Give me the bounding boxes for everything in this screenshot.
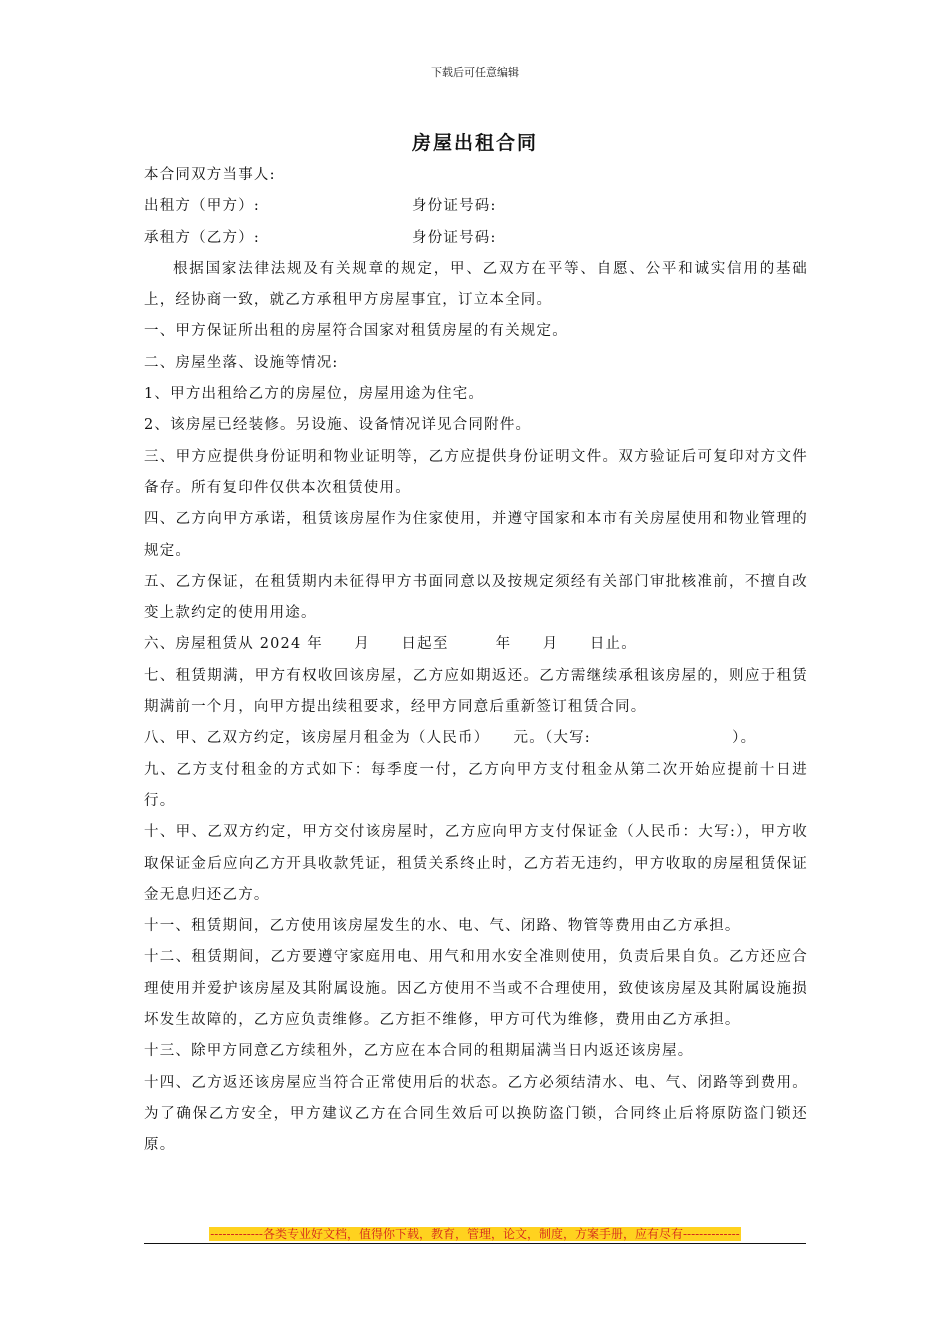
- footer-divider: [144, 1243, 806, 1244]
- clause-5: 五、乙方保证，在租赁期内未征得甲方书面同意以及按规定须经有关部门审批核准前，不擅自改变上款约定的使用用途。: [144, 573, 808, 622]
- clause-1: 一、甲方保证所出租的房屋符合国家对租赁房屋的有关规定。: [144, 323, 568, 340]
- clause-8: 八、甲、乙双方约定，该房屋月租金为（人民币） 元。（大写: ）。: [144, 730, 757, 747]
- clause-13: 十三、除甲方同意乙方续租外，乙方应在本合同的租期届满当日内返还该房屋。: [144, 1043, 694, 1060]
- footer-banner-text: -------------各类专业好文档，值得你下载，教育，管理，论文，制度，方案手册，应有尽有--------------: [210, 1227, 740, 1241]
- clause-2-item-2: 2、该房屋已经装修。另设施、设备情况详见合同附件。: [144, 417, 532, 434]
- clause-3: 三、甲方应提供身份证明和物业证明等，乙方应提供身份证明文件。双方验证后可复印对方文件备存。所有复印件仅供本次租赁使用。: [144, 448, 808, 496]
- clause-14: 十四、乙方返还该房屋应当符合正常使用后的状态。乙方必须结清水、电、气、闭路等到费用。为了确保乙方安全，甲方建议乙方在合同生效后可以换防盗门锁，合同终止后将原防盗门锁还原。: [144, 1074, 808, 1154]
- lessee-id-label: 身份证号码:: [412, 229, 497, 246]
- lessor-label: 出租方（甲方）:: [144, 198, 260, 215]
- lessor-id-label: 身份证号码:: [412, 198, 497, 215]
- clause-6: 六、房屋租赁从 2024 年 月 日起至 年 月 日止。: [144, 636, 637, 653]
- footer-banner: [0, 1225, 950, 1242]
- clause-9: 九、乙方支付租金的方式如下：每季度一付，乙方向甲方支付租金从第二次开始应提前十日进行。: [144, 761, 808, 809]
- parties-intro: 本合同双方当事人:: [144, 167, 276, 183]
- document-title: 房屋出租合同: [411, 132, 538, 154]
- lessor-row: [144, 191, 808, 222]
- header-note: 下载后可任意编辑: [431, 66, 519, 79]
- clause-7: 七、租赁期满，甲方有权收回该房屋，乙方应如期返还。乙方需继续承租该房屋的，则应于租赁期满前一个月，向甲方提出续租要求，经甲方同意后重新签订租赁合同。: [144, 667, 808, 716]
- clause-12: 十二、租赁期间，乙方要遵守家庭用电、用气和用水安全准则使用，负责后果自负。乙方还应合理使用并爱护该房屋及其附属设施。因乙方使用不当或不合理使用，致使该房屋及其附属设施损坏发生故障的，乙方应负责维修。乙方拒不维修，甲方可代为维修，费用由乙方承担。: [144, 949, 808, 1029]
- preamble-paragraph: 根据国家法律法规及有关规章的规定，甲、乙双方在平等、自愿、公平和诚实信用的基础上，经协商一致，就乙方承租甲方房屋事宜，订立本全同。: [144, 260, 808, 309]
- lessee-row: [144, 223, 808, 254]
- clause-11: 十一、租赁期间，乙方使用该房屋发生的水、电、气、闭路、物管等费用由乙方承担。: [144, 918, 741, 935]
- contract-body: [144, 160, 808, 1162]
- clause-10: 十、甲、乙双方约定，甲方交付该房屋时，乙方应向甲方支付保证金（人民币：大写:），甲方收取保证金后应向乙方开具收款凭证，租赁关系终止时，乙方若无违约，甲方收取的房屋租赁保证金无息归还乙方。: [144, 824, 808, 903]
- clause-4: 四、乙方向甲方承诺，租赁该房屋作为住家使用，并遵守国家和本市有关房屋使用和物业管理的规定。: [144, 511, 808, 559]
- lessee-label: 承租方（乙方）:: [144, 229, 260, 246]
- clause-2: 二、房屋坐落、设施等情况:: [144, 354, 339, 371]
- clause-2-item-1: 1、甲方出租给乙方的房屋位，房屋用途为住宅。: [144, 386, 485, 403]
